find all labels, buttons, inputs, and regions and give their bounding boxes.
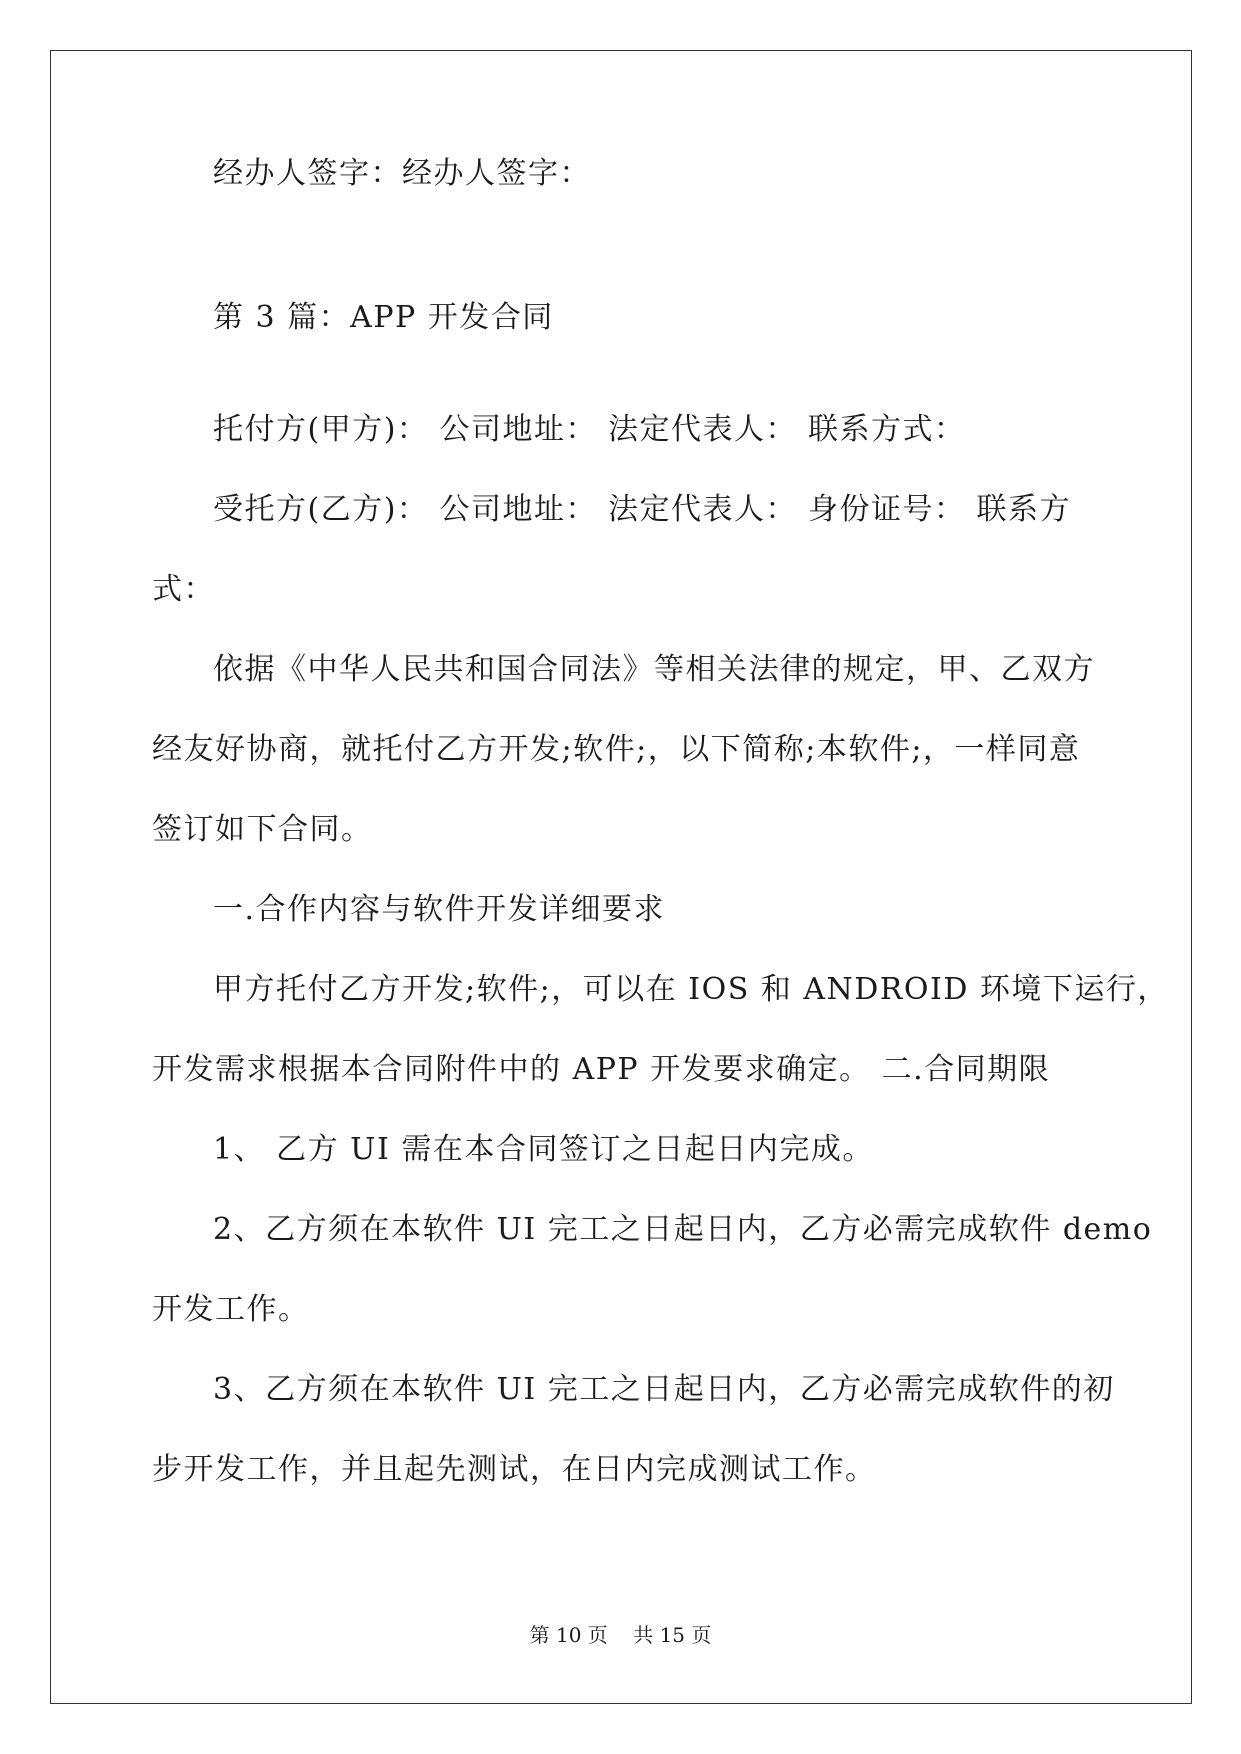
party-b-line-cont: 式：	[152, 572, 215, 607]
section-heading-1: 一.合作内容与软件开发详细要求	[213, 892, 666, 927]
clause-3-line2: 步开发工作，并且起先测试，在日内完成测试工作。	[152, 1452, 877, 1487]
paragraph-basis-line3: 签订如下合同。	[152, 812, 373, 847]
clause-3-line1: 3、乙方须在本软件 UI 完工之日起日内，乙方必需完成软件的初	[213, 1372, 1115, 1407]
page-footer	[0, 1623, 1241, 1647]
paragraph-scope-line1: 甲方托付乙方开发;软件;，可以在 IOS 和 ANDROID 环境下运行，	[213, 972, 1169, 1007]
page-number: 第 10 页	[529, 1623, 608, 1647]
paragraph-basis-line2: 经友好协商，就托付乙方开发;软件;，以下简称;本软件;，一样同意	[152, 732, 1081, 767]
party-a-line: 托付方(甲方)： 公司地址： 法定代表人： 联系方式：	[213, 412, 966, 447]
clause-1: 1、 乙方 UI 需在本合同签订之日起日内完成。	[213, 1132, 874, 1167]
party-b-line: 受托方(乙方)： 公司地址： 法定代表人： 身份证号： 联系方	[213, 492, 1072, 527]
paragraph-basis-line1: 依据《中华人民共和国合同法》等相关法律的规定，甲、乙双方	[213, 652, 1095, 687]
signature-line: 经办人签字：经办人签字：	[213, 156, 591, 191]
clause-2-line1: 2、乙方须在本软件 UI 完工之日起日内，乙方必需完成软件 demo	[213, 1212, 1153, 1247]
section-title: 第 3 篇：APP 开发合同	[213, 300, 554, 335]
page-total: 共 15 页	[633, 1623, 712, 1647]
clause-2-line2: 开发工作。	[152, 1292, 310, 1327]
paragraph-scope-line2: 开发需求根据本合同附件中的 APP 开发要求确定。 二.合同期限	[152, 1052, 1051, 1087]
